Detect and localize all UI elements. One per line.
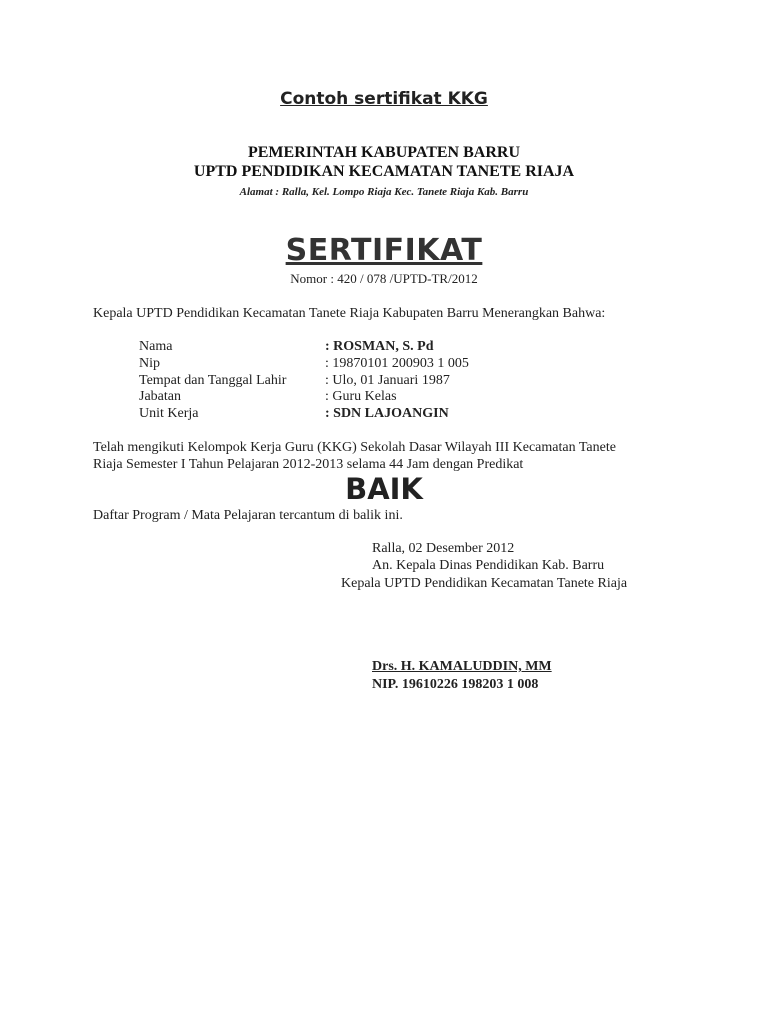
field-label-unit: Unit Kerja (139, 406, 199, 421)
program-note: Daftar Program / Mata Pelajaran tercantum di balik ini. (93, 508, 403, 523)
field-value-name: : ROSMAN, S. Pd (325, 339, 434, 354)
office-address: Alamat : Ralla, Kel. Lompo Riaja Kec. Tanete Riaja Kab. Barru (239, 186, 529, 198)
signer-name: Drs. H. KAMALUDDIN, MM (372, 659, 552, 674)
signature-position: Kepala UPTD Pendidikan Kecamatan Tanete Riaja (341, 576, 628, 591)
signature-place-date: Ralla, 02 Desember 2012 (372, 541, 515, 556)
field-label-position: Jabatan (139, 389, 181, 404)
statement-line1: Telah mengikuti Kelompok Kerja Guru (KKG) Sekolah Dasar Wilayah III Kecamatan Tanete (93, 440, 616, 455)
document-title: Contoh sertifikat KKG (280, 89, 488, 109)
certificate-number: Nomor : 420 / 078 /UPTD-TR/2012 (290, 271, 478, 286)
signer-nip: NIP. 19610226 198203 1 008 (372, 677, 539, 692)
field-label-nip: Nip (139, 356, 160, 371)
government-header-line2: UPTD PENDIDIKAN KECAMATAN TANETE RIAJA (193, 163, 575, 180)
certificate-heading: SERTIFIKAT (285, 233, 483, 268)
signature-on-behalf: An. Kepala Dinas Pendidikan Kab. Barru (372, 558, 605, 573)
predicate-grade: BAIK (345, 472, 423, 506)
field-value-birth: : Ulo, 01 Januari 1987 (325, 373, 450, 388)
statement-line2: Riaja Semester I Tahun Pelajaran 2012-2013 selama 44 Jam dengan Predikat (93, 457, 524, 472)
field-value-unit: : SDN LAJOANGIN (325, 406, 449, 421)
field-label-birth: Tempat dan Tanggal Lahir (139, 373, 287, 388)
field-value-nip: : 19870101 200903 1 005 (325, 356, 469, 371)
intro-statement: Kepala UPTD Pendidikan Kecamatan Tanete Riaja Kabupaten Barru Menerangkan Bahwa: (93, 306, 606, 321)
field-label-name: Nama (139, 339, 173, 354)
field-value-position: : Guru Kelas (325, 389, 397, 404)
government-header-line1: PEMERINTAH KABUPATEN BARRU (247, 144, 520, 161)
